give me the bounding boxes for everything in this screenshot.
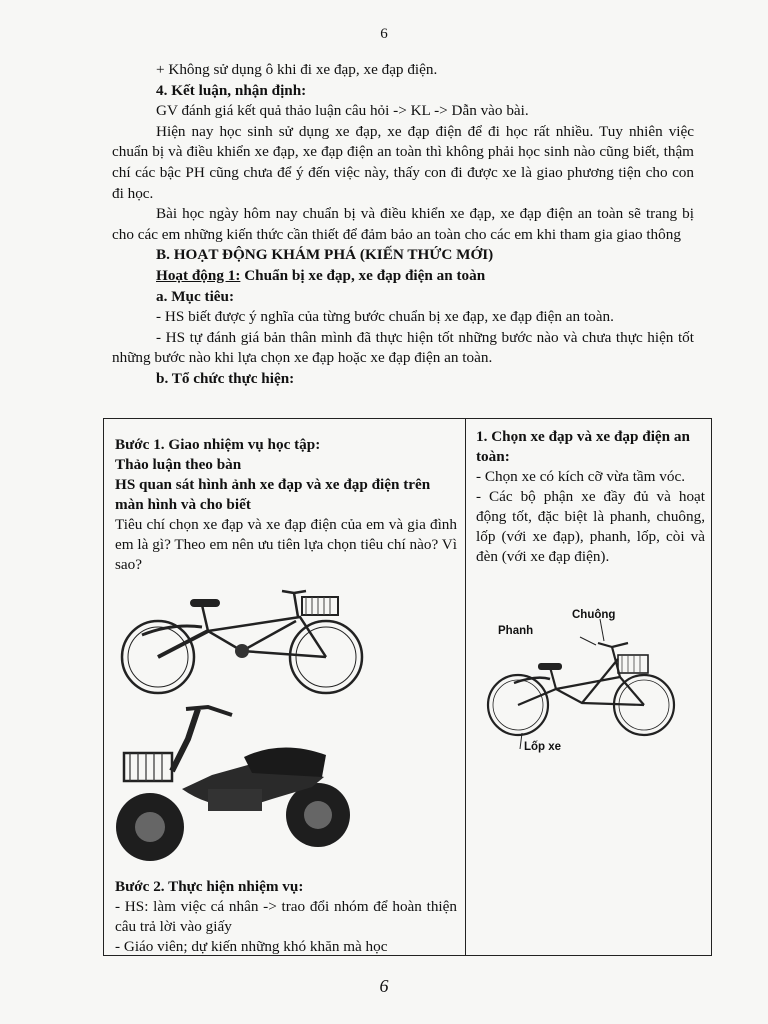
step2-hs: - HS: làm việc cá nhân -> trao đổi nhóm để hoàn thiện câu trả lời vào giấy [115, 898, 457, 935]
page-number-bottom: 6 [379, 976, 389, 996]
step2-title: Bước 2. Thực hiện nhiệm vụ: [115, 878, 304, 895]
objective-1: - HS biết được ý nghĩa của từng bước chuẩn bị xe đạp, xe đạp điện an toàn. [156, 308, 614, 326]
table-right-column [466, 419, 711, 955]
objective-heading: a. Mục tiêu: [156, 287, 235, 305]
activity-label: Hoạt động 1: [156, 266, 241, 284]
heading-conclusion: 4. Kết luận, nhận định: [156, 81, 307, 99]
org-heading: b. Tổ chức thực hiện: [156, 369, 295, 387]
electric-bike-image [112, 699, 358, 869]
step1-title: Bước 1. Giao nhiệm vụ học tập: [115, 436, 321, 453]
para-baihoc: Bài học ngày hôm nay chuẩn bị và điều khiển xe đạp, xe đạp điện an toàn sẽ trang bị cho các em những kiến thức cần thiết để đảm bảo an toàn cho các em khi tham gia giao thông [112, 205, 694, 243]
label-chuong: Chuông [572, 609, 616, 621]
right-item-2: - Các bộ phận xe đầy đủ và hoạt động tốt, đặc biệt là phanh, chuông, lốp (với xe đạp), phanh, lốp, còi và đèn (với xe đạp điện). [476, 488, 705, 565]
section-b-heading: B. HOẠT ĐỘNG KHÁM PHÁ (KIẾN THỨC MỚI) [156, 246, 494, 264]
bicycle-image [112, 587, 374, 697]
document-body [112, 60, 694, 390]
label-lop-xe: Lốp xe [524, 741, 562, 753]
question-text: Tiêu chí chọn xe đạp và xe đạp điện của em và gia đình em là gì? Theo em nên ưu tiên lựa chọn tiêu chí nào? Vì sao? [115, 516, 457, 573]
right-heading: 1. Chọn xe đạp và xe đạp điện an toàn: [476, 428, 690, 465]
activity-table [103, 418, 712, 956]
para-hiennay: Hiện nay học sinh sử dụng xe đạp, xe đạp điện để đi học rất nhiều. Tuy nhiên việc chuẩn bị và điều khiển xe đạp, xe đạp điện an toàn thì không phải học sinh nào cũng biết, thậm chí các bậc PH cũng chưa để ý đến việc này, thấy con đi được xe là giao phương tiện cho con đi học. [112, 122, 694, 202]
intro-line: + Không sử dụng ô khi đi xe đạp, xe đạp điện. [156, 61, 438, 78]
step2-block [115, 877, 457, 957]
para-gv: GV đánh giá kết quả thảo luận câu hỏi -> KL -> Dẫn vào bài. [156, 102, 529, 120]
step1-sub: Thảo luận theo bàn [115, 456, 242, 473]
right-item-1: - Chọn xe có kích cỡ vừa tầm vóc. [476, 468, 685, 485]
label-phanh: Phanh [498, 625, 534, 637]
objective-2: - HS tự đánh giá bản thân mình đã thực hiện tốt những bước nào và chưa thực hiện tốt những bước nào khi lựa chọn xe đạp hoặc xe đạp điện an toàn. [112, 328, 694, 367]
activity-heading [112, 266, 694, 287]
step1-instruction: HS quan sát hình ảnh xe đạp và xe đạp điện trên màn hình và cho biết [115, 476, 431, 513]
activity-title: Chuẩn bị xe đạp, xe đạp điện an toàn [244, 266, 486, 284]
step2-gv: - Giáo viên; dự kiến những khó khăn mà học [115, 938, 388, 955]
table-left-column [104, 419, 466, 955]
page-number-top: 6 [380, 26, 388, 42]
